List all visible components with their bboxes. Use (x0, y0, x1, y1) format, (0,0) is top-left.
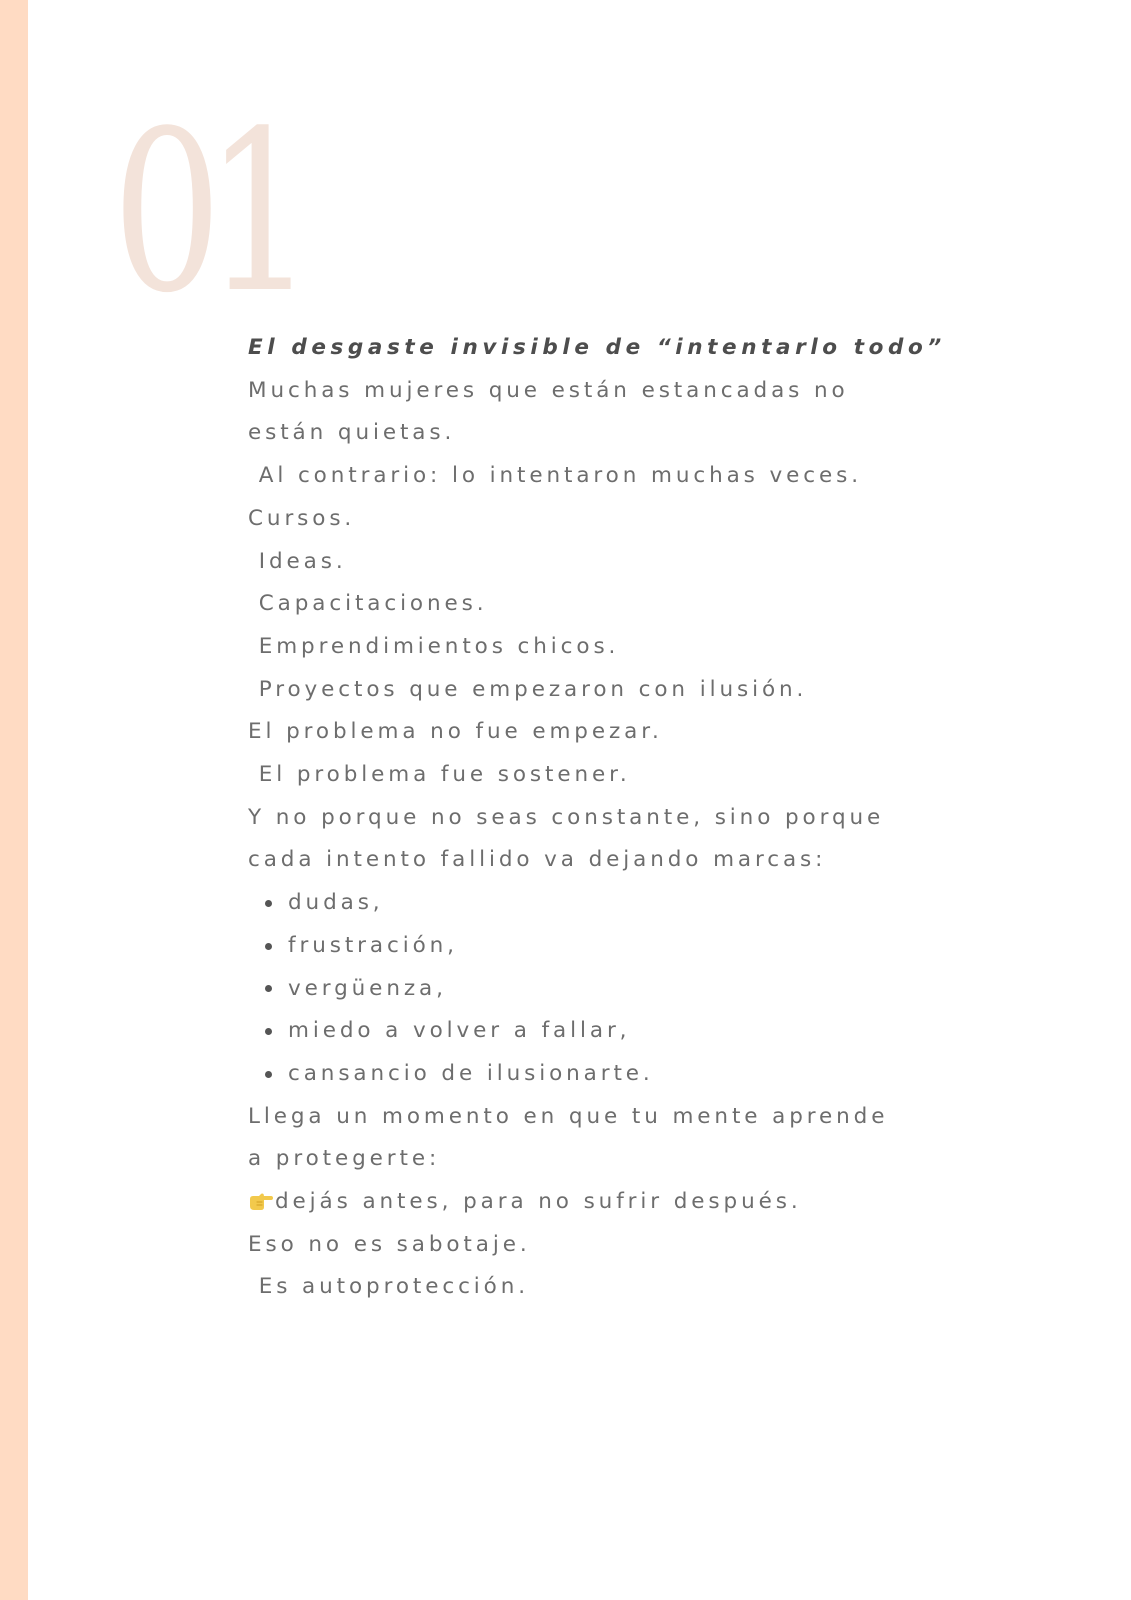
body-line: El problema no fue empezar. (248, 719, 663, 745)
bullet-dot-icon (265, 943, 272, 950)
bullet-dot-icon (265, 985, 272, 992)
body-line: Al contrario: lo intentaron muchas veces. (248, 463, 862, 489)
bullet-item (248, 1053, 1008, 1096)
body-line: Emprendimientos chicos. (248, 633, 620, 659)
body-line: cada intento fallido va dejando marcas: (248, 847, 827, 873)
body-line: Capacitaciones. (248, 591, 488, 617)
body-line: Llega un momento en que tu mente aprende (248, 1103, 889, 1129)
body-line: Proyectos que empezaron con ilusión. (248, 676, 808, 702)
bullet-dot-icon (265, 900, 272, 907)
bullet-dot-icon (265, 1071, 272, 1078)
bullet-text: cansancio de ilusionarte. (288, 1060, 654, 1086)
body-line: Y no porque no seas constante, sino porque (248, 804, 885, 830)
chapter-content (248, 327, 1008, 1309)
bullet-text: vergüenza, (288, 975, 447, 1001)
bullet-item (248, 925, 1008, 968)
body-line: están quietas. (248, 420, 456, 446)
highlight-text: dejás antes, para no sufrir después. (275, 1189, 802, 1215)
body-line: a protegerte: (248, 1146, 441, 1172)
bullet-item (248, 882, 1008, 925)
body-line: El problema fue sostener. (248, 762, 631, 788)
body-line: Es autoprotección. (248, 1274, 529, 1300)
bullet-item (248, 968, 1008, 1011)
body-line: Eso no es sabotaje. (248, 1231, 531, 1257)
body-line: Cursos. (248, 505, 356, 531)
pointing-hand-icon (248, 1191, 274, 1213)
bullet-dot-icon (265, 1028, 272, 1035)
chapter-title: El desgaste invisible de “intentarlo todo” (248, 335, 946, 360)
bullet-text: frustración, (288, 932, 458, 958)
body-line: Muchas mujeres que están estancadas no (248, 377, 849, 403)
bullet-text: miedo a volver a fallar, (288, 1018, 631, 1044)
bullet-text: dudas, (288, 890, 384, 916)
body-line: Ideas. (248, 548, 347, 574)
bullet-item (248, 1010, 1008, 1053)
side-accent-bar (0, 0, 28, 1600)
highlight-line (248, 1181, 1008, 1224)
chapter-number: 01 (112, 84, 299, 342)
